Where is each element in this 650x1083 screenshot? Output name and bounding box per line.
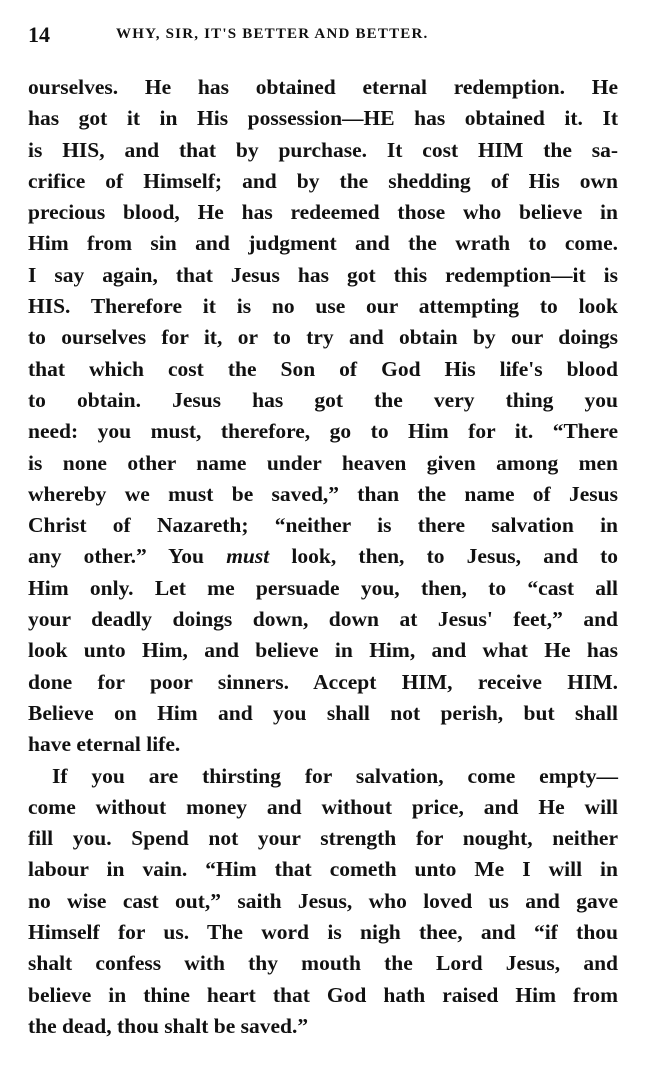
paragraph	[28, 72, 618, 761]
page-body	[28, 72, 618, 1042]
text-line: come without money and without price, and He will	[28, 794, 618, 819]
paragraph	[28, 761, 618, 1043]
text-line: look unto Him, and believe in Him, and what He has	[28, 638, 618, 663]
text-line: done for poor sinners. Accept HIM, receive HIM.	[28, 669, 618, 694]
text-line: I say again, that Jesus has got this redemption—it is	[28, 262, 618, 287]
text-line: the dead, thou shalt be saved.”	[28, 1013, 309, 1038]
text-line: any other.” You must look, then, to Jesus, and to	[28, 544, 618, 569]
text-line: shalt confess with thy mouth the Lord Jesus, and	[28, 951, 618, 976]
text-line: believe in thine heart that God hath raised Him from	[28, 982, 618, 1007]
text-line: have eternal life.	[28, 732, 181, 757]
text-line: precious blood, He has redeemed those who believe in	[28, 200, 618, 225]
page-header	[28, 22, 628, 52]
text-line: no wise cast out,” saith Jesus, who loved us and gave	[28, 888, 618, 913]
running-title: WHY, SIR, IT'S BETTER AND BETTER.	[116, 26, 429, 42]
text-line: Believe on Him and you shall not perish, but shall	[28, 700, 618, 725]
text-line: that which cost the Son of God His life's blood	[28, 356, 618, 381]
text-line: to obtain. Jesus has got the very thing you	[28, 387, 618, 412]
text-line: ourselves. He has obtained eternal redemption. He	[28, 75, 618, 99]
text-line: fill you. Spend not your strength for nought, neither	[28, 826, 618, 851]
text-line: is none other name under heaven given among men	[28, 450, 618, 475]
text-line: to ourselves for it, or to try and obtain by our doings	[28, 325, 618, 350]
text-line: your deadly doings down, down at Jesus' feet,” and	[28, 607, 618, 632]
text-line: labour in vain. “Him that cometh unto Me I will in	[28, 857, 618, 882]
page-number: 14	[28, 22, 50, 47]
text-line: Himself for us. The word is nigh thee, and “if thou	[28, 920, 618, 945]
text-line: has got it in His possession—HE has obtained it. It	[28, 106, 618, 131]
text-line: Christ of Nazareth; “neither is there salvation in	[28, 513, 618, 538]
text-line: HIS. Therefore it is no use our attempting to look	[28, 294, 618, 319]
text-line: Him from sin and judgment and the wrath to come.	[28, 231, 618, 256]
text-line: need: you must, therefore, go to Him for it. “There	[28, 419, 618, 444]
text-line: is HIS, and that by purchase. It cost HIM the sa-	[28, 137, 618, 162]
text-line: crifice of Himself; and by the shedding of His own	[28, 168, 618, 193]
text-line: whereby we must be saved,” than the name of Jesus	[28, 481, 618, 506]
text-line: Him only. Let me persuade you, then, to “cast all	[28, 575, 618, 600]
text-line: If you are thirsting for salvation, come empty—	[52, 763, 618, 788]
